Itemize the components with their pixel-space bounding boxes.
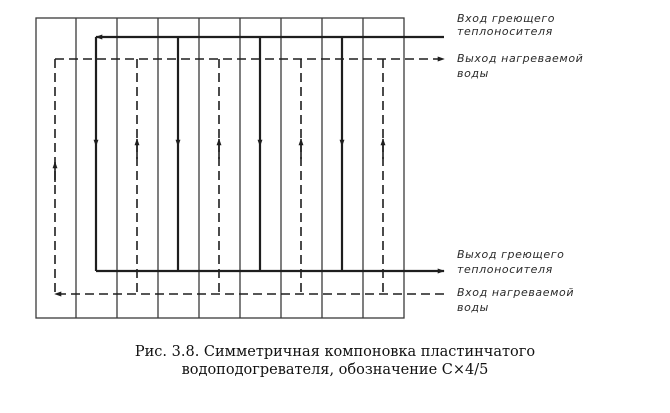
plate-frame-outline <box>36 18 404 318</box>
label-heating-out-line1: Выход греющего <box>457 248 565 261</box>
figure-caption-line1: Рис. 3.8. Симметричная компоновка пластинчатого <box>134 344 536 360</box>
label-heated-out-line2: воды <box>457 67 489 80</box>
heated-water-flow <box>55 59 444 294</box>
figure-caption-line2: водоподогревателя, обозначение C×4/5 <box>181 362 489 378</box>
label-heating-out-line2: теплоносителя <box>457 263 553 276</box>
heating-medium-flow <box>96 37 444 271</box>
label-heated-out-line1: Выход нагреваемой <box>457 52 584 65</box>
label-heating-in-line2: теплоносителя <box>457 25 553 38</box>
label-heated-in-line1: Вход нагреваемой <box>457 286 575 299</box>
label-heating-in-line1: Вход греющего <box>457 12 556 25</box>
plate-frame <box>36 18 404 318</box>
label-heated-in-line2: воды <box>457 301 489 314</box>
